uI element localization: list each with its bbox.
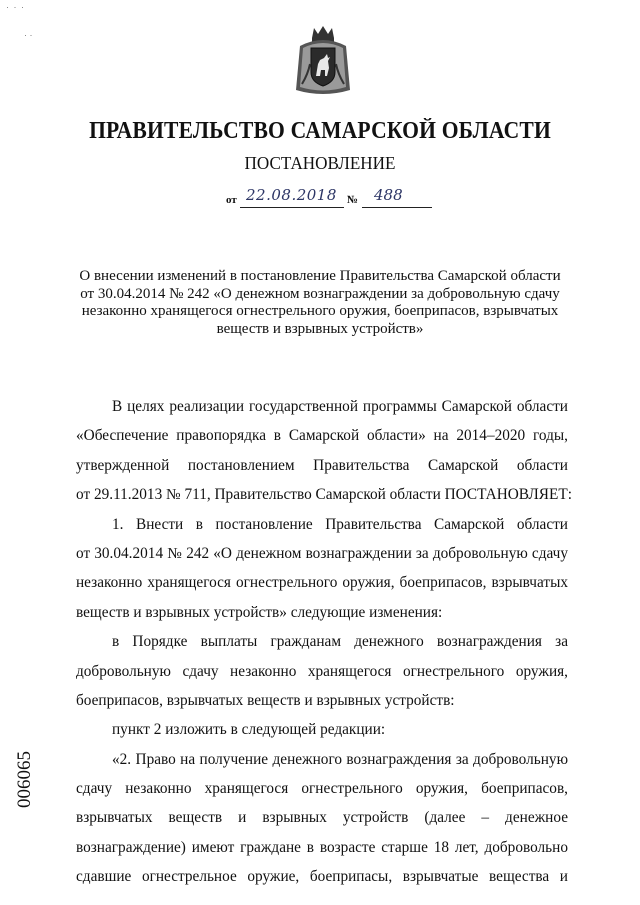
subject-line: незаконно хранящегося огнестрельного оружия, боеприпасов, взрывчатых xyxy=(81,303,559,319)
number-underline xyxy=(362,207,432,208)
body-line: сдачу незаконно хранящегося огнестрельного оружия, боеприпасов, xyxy=(76,780,568,798)
number-prefix: № xyxy=(347,194,359,206)
date-prefix: от xyxy=(226,194,237,206)
body-line: «Обеспечение правопорядка в Самарской области» на 2014–2020 годы, xyxy=(76,427,568,445)
date-number-line xyxy=(226,186,436,210)
body-line: В целях реализации государственной программы Самарской области xyxy=(112,398,568,415)
handwritten-date: 22.08.2018 xyxy=(246,186,337,204)
handwritten-number: 488 xyxy=(374,186,403,204)
body-line: пункт 2 изложить в следующей редакции: xyxy=(112,721,386,739)
margin-serial-number: 006065 xyxy=(14,751,35,808)
body-line: боеприпасов, взрывчатых веществ и взрывных устройств: xyxy=(76,691,455,709)
body-line: от 29.11.2013 № 711, Правительство Самарской области ПОСТАНОВЛЯЕТ: xyxy=(76,486,572,504)
body-line: «2. Право на получение денежного вознаграждения за добровольную xyxy=(112,750,568,768)
coat-of-arms-emblem xyxy=(294,24,352,98)
body-line: 1. Внести в постановление Правительства Самарской области xyxy=(112,515,568,533)
body-line: вознаграждение) имеют граждане в возрасте старше 18 лет, добровольно xyxy=(76,838,568,856)
subject-line: веществ и взрывных устройств» xyxy=(216,320,424,337)
body-line: сдавшие огнестрельное оружие, боеприпасы, взрывчатые вещества и xyxy=(76,868,568,886)
body-line: взрывчатых веществ и взрывных устройств (далее – денежное xyxy=(76,809,568,827)
document-body xyxy=(76,392,572,892)
subject-line: О внесении изменений в постановление Правительства Самарской области xyxy=(79,268,561,284)
scan-mark: · · · xyxy=(6,2,25,12)
document-subject xyxy=(70,268,570,338)
body-line: добровольную сдачу незаконно хранящегося огнестрельного оружия, xyxy=(76,662,568,680)
document-type: ПОСТАНОВЛЕНИЕ xyxy=(244,153,396,173)
body-line: незаконно хранящегося огнестрельного оружия, боеприпасов, взрывчатых xyxy=(76,574,568,592)
subject-line: от 30.04.2014 № 242 «О денежном вознаграждении за добровольную сдачу xyxy=(80,285,560,302)
government-title: ПРАВИТЕЛЬСТВО САМАРСКОЙ ОБЛАСТИ xyxy=(89,118,551,144)
scan-mark: · · xyxy=(24,30,33,40)
body-line: от 30.04.2014 № 242 «О денежном вознаграждении за добровольную сдачу xyxy=(76,544,568,562)
body-line: веществ и взрывных устройств» следующие изменения: xyxy=(76,603,443,621)
body-line: в Порядке выплаты гражданам денежного вознаграждения за xyxy=(112,633,568,651)
crown-icon xyxy=(312,26,334,38)
body-line: утвержденной постановлением Правительства Самарской области xyxy=(76,456,568,474)
date-underline xyxy=(240,207,344,208)
